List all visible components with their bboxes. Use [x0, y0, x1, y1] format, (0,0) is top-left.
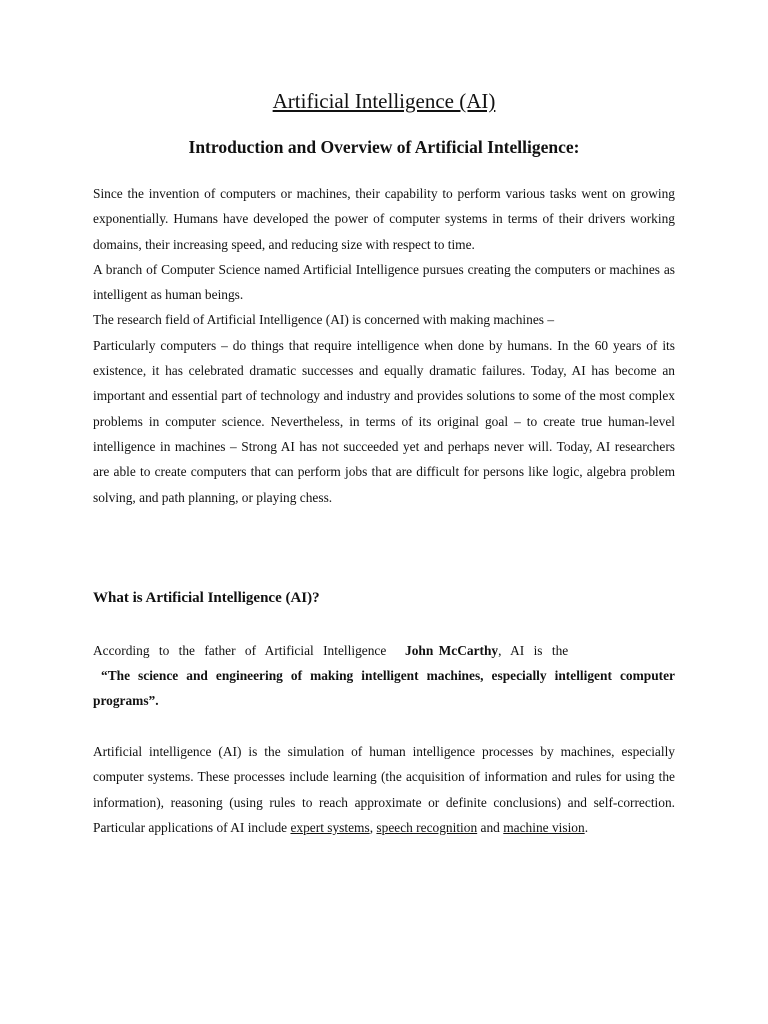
link-machine-vision[interactable]: machine vision [503, 819, 585, 835]
separator: and [480, 819, 500, 835]
paragraph: Particularly computers – do things that require intelligence when done by humans. In the 60 years of its existence, it has celebrated dramatic successes and equally dramatic failures. Today, AI has become an important and essential part of technology and industry and provides solutions to some of the most complex problems in computer science. Nevertheless, in terms of its original goal – to create true human-level intelligence in machines – Strong AI has not succeeded yet and perhaps never will. Today, AI researchers are able to create computers that can perform jobs that are difficult for persons like logic, algebra problem solving, and path planning, or playing chess. [93, 337, 675, 505]
link-speech-recognition[interactable]: speech recognition [376, 819, 478, 835]
mccarthy-quote: “The science and engineering of making intelligent machines, especially intelligent computer programs”. [93, 668, 675, 709]
definition-text: Artificial intelligence (AI) is the simulation of human intelligence processes by machines, especially computer systems. These processes include learning (the acquisition of information and rules for using the information), reasoning (using rules to reach approximate or definite conclusions) and self-correction. Particular applications of AI include [93, 744, 675, 835]
quote-author: John McCarthy [405, 643, 499, 658]
quote-intro-tail: , AI is the [498, 643, 569, 658]
paragraph: A branch of Computer Science named Artificial Intelligence pursues creating the computers or machines as intelligent as human beings. [93, 261, 675, 303]
definition-body [93, 739, 675, 840]
paragraph [93, 739, 675, 840]
quote-intro-text: According to the father of Artificial Intelligence [93, 643, 387, 658]
end-period: . [584, 819, 589, 835]
paragraph: The research field of Artificial Intelligence (AI) is concerned with making machines – [93, 312, 555, 328]
separator: , [369, 819, 374, 835]
intro-body [93, 181, 675, 510]
paragraph: Since the invention of computers or machines, their capability to perform various tasks went on growing exponentially. Humans have developed the power of computer systems in terms of their drivers working domains, their increasing speed, and reducing size with respect to time. [93, 186, 675, 252]
section-heading-introduction: Introduction and Overview of Artificial Intelligence: [188, 137, 580, 157]
link-expert-systems[interactable]: expert systems [290, 819, 370, 835]
quote-intro [93, 638, 675, 663]
document-title: Artificial Intelligence (AI) [272, 89, 496, 113]
section-heading-what-is-ai: What is Artificial Intelligence (AI)? [93, 590, 320, 606]
